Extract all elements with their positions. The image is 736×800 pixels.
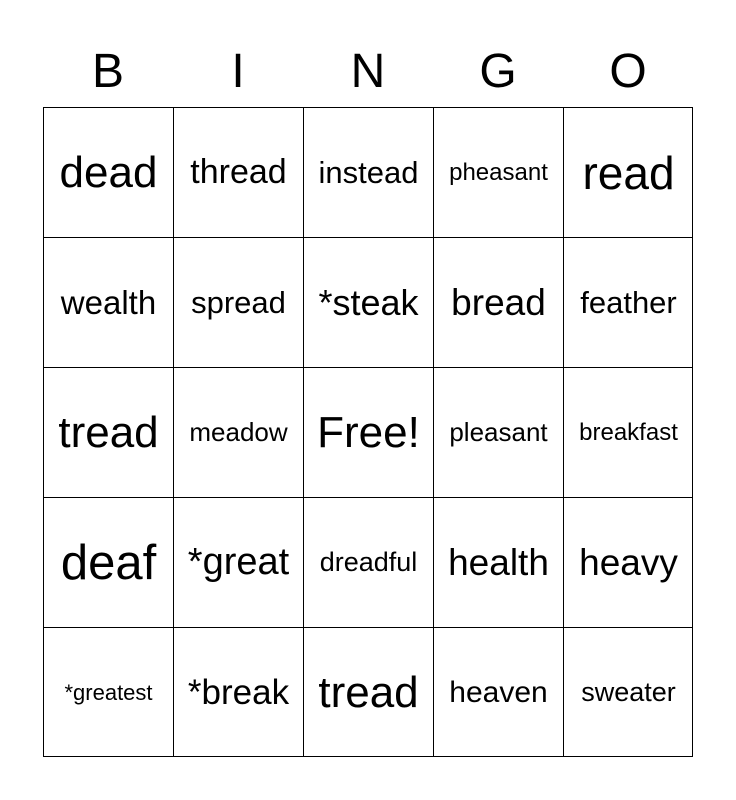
header-letter-n: N: [350, 45, 386, 98]
bingo-cell: breakfast: [563, 367, 693, 497]
bingo-cell: deaf: [43, 497, 173, 627]
bingo-cell: spread: [173, 237, 303, 367]
bingo-cell: thread: [173, 107, 303, 237]
bingo-cell: *great: [173, 497, 303, 627]
bingo-cell: read: [563, 107, 693, 237]
bingo-cell: *greatest: [43, 627, 173, 757]
bingo-card-grid: [43, 107, 693, 757]
bingo-cell: dreadful: [303, 497, 433, 627]
bingo-cell: *break: [173, 627, 303, 757]
bingo-free-space: Free!: [303, 367, 433, 497]
bingo-cell: heavy: [563, 497, 693, 627]
bingo-cell: heaven: [433, 627, 563, 757]
bingo-cell: wealth: [43, 237, 173, 367]
bingo-cell: health: [433, 497, 563, 627]
bingo-cell: tread: [43, 367, 173, 497]
header-letter-i: I: [231, 45, 245, 98]
bingo-cell: dead: [43, 107, 173, 237]
bingo-cell: feather: [563, 237, 693, 367]
bingo-cell: pheasant: [433, 107, 563, 237]
bingo-cell: meadow: [173, 367, 303, 497]
bingo-header: [43, 40, 693, 104]
bingo-cell: *steak: [303, 237, 433, 367]
bingo-cell: bread: [433, 237, 563, 367]
header-letter-g: G: [479, 45, 517, 98]
bingo-cell: pleasant: [433, 367, 563, 497]
header-letter-b: B: [91, 45, 124, 98]
bingo-cell: sweater: [563, 627, 693, 757]
bingo-cell: instead: [303, 107, 433, 237]
bingo-cell: tread: [303, 627, 433, 757]
header-letter-o: O: [609, 45, 647, 98]
